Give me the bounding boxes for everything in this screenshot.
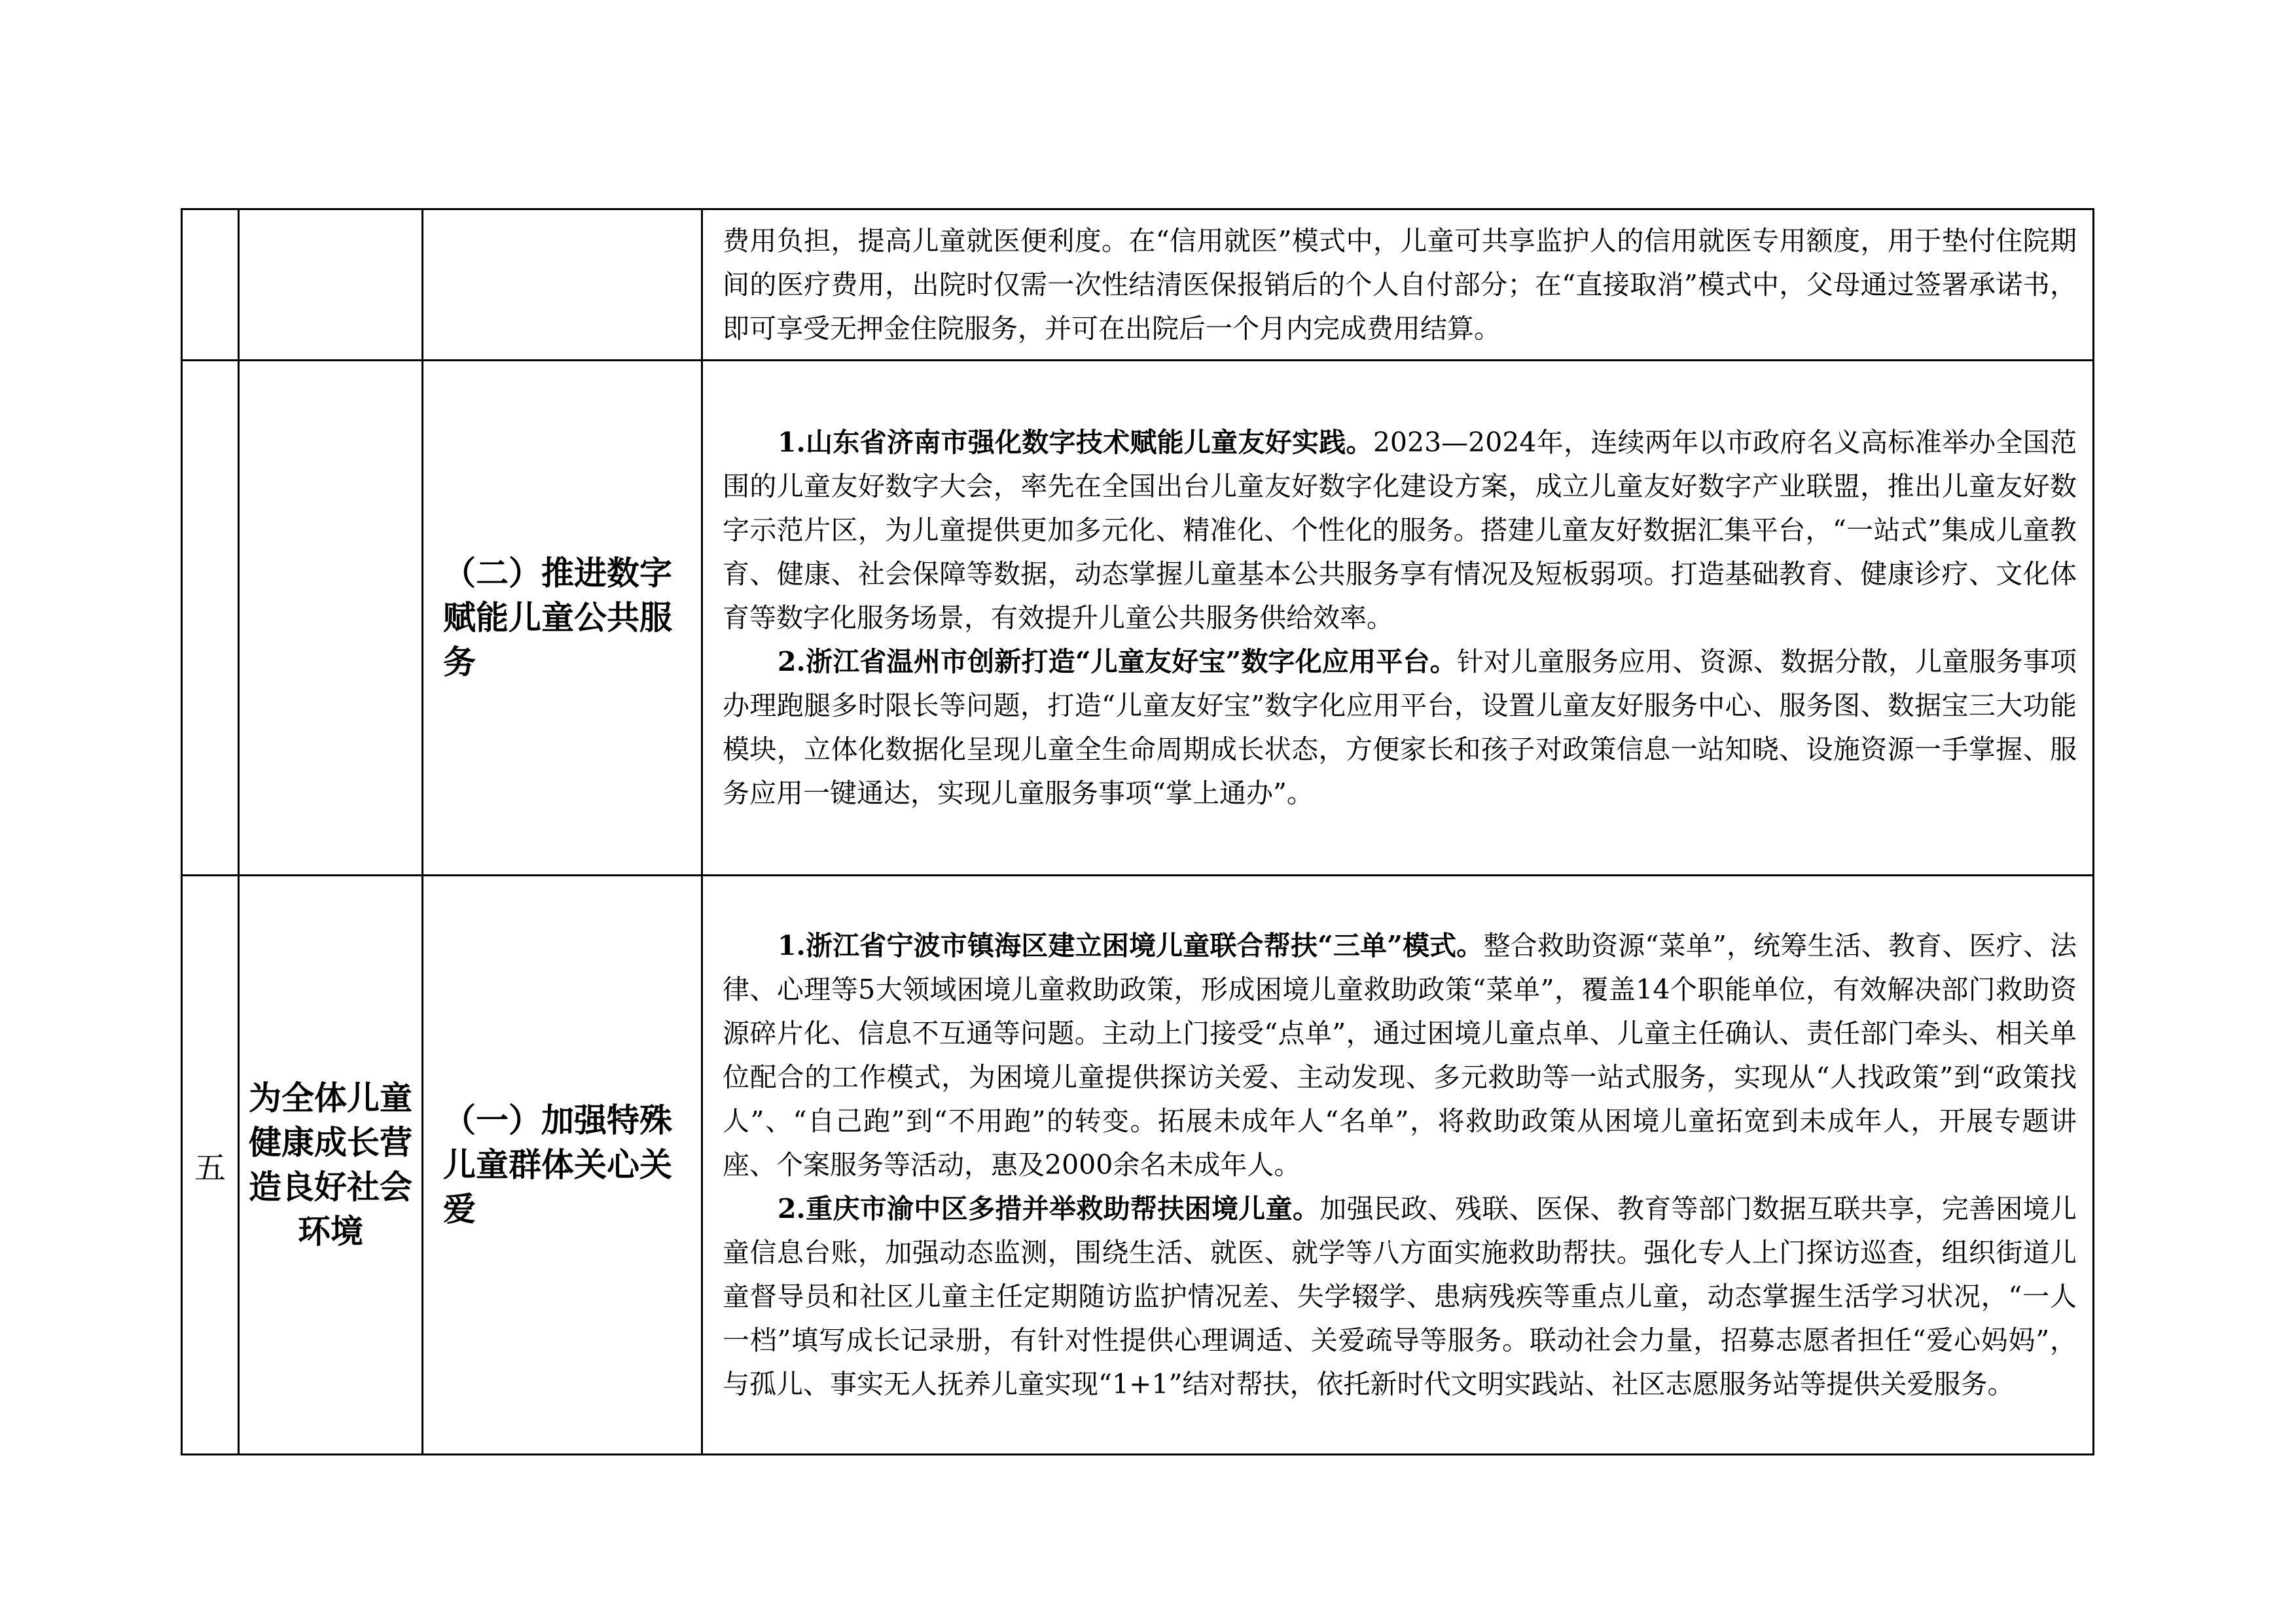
- paragraph-heading: 1.山东省济南市强化数字技术赋能儿童友好实践。: [778, 426, 1373, 458]
- content-cell: [702, 876, 2094, 1455]
- row-number-cell: 五: [182, 876, 239, 1455]
- subcategory-cell: （一）加强特殊儿童群体关心关爱: [423, 876, 702, 1455]
- table-row: [182, 209, 2094, 361]
- content-paragraph: [723, 421, 2077, 640]
- cases-table: [181, 208, 2094, 1455]
- content-paragraph: [723, 219, 2077, 351]
- paragraph-text: 加强民政、残联、医保、教育等部门数据互联共享，完善困境儿童信息台账，加强动态监测，围绕生活、就医、就学等八方面实施救助帮扶。强化专人上门探访巡查，组织街道儿童督导员和社区儿童主任定期随访监护情况差、失学辍学、患病残疾等重点儿童，动态掌握生活学习状况，“一人一档”填写成长记录册，有针对性提供心理调适、关爱疏导等服务。联动社会力量，招募志愿者担任“爱心妈妈”，与孤儿、事实无人抚养儿童实现“1+1”结对帮扶，依托新时代文明实践站、社区志愿服务站等提供关爱服务。: [723, 1192, 2077, 1400]
- row-number-cell: [182, 361, 239, 876]
- content-cell: [702, 209, 2094, 361]
- subcategory-cell: （二）推进数字赋能儿童公共服务: [423, 361, 702, 876]
- row-number-cell: [182, 209, 239, 361]
- table-row: [182, 876, 2094, 1455]
- subcategory-cell: [423, 209, 702, 361]
- paragraph-text: 整合救助资源“菜单”，统筹生活、教育、医疗、法律、心理等5大领域困境儿童救助政策，形成困境儿童救助政策“菜单”，覆盖14个职能单位，有效解决部门救助资源碎片化、信息不互通等问题。主动上门接受“点单”，通过困境儿童点单、儿童主任确认、责任部门牵头、相关单位配合的工作模式，为困境儿童提供探访关爱、主动发现、多元救助等一站式服务，实现从“人找政策”到“政策找人”、“自己跑”到“不用跑”的转变。拓展未成年人“名单”，将救助政策从困境儿童拓宽到未成年人，开展专题讲座、个案服务等活动，惠及2000余名未成年人。: [723, 929, 2077, 1181]
- content-cell: [702, 361, 2094, 876]
- paragraph-text: 2023—2024年，连续两年以市政府名义高标准举办全国范围的儿童友好数字大会，率先在全国出台儿童友好数字化建设方案，成立儿童友好数字产业联盟，推出儿童友好数字示范片区，为儿童提供更加多元化、精准化、个性化的服务。搭建儿童友好数据汇集平台，“一站式”集成儿童教育、健康、社会保障等数据，动态掌握儿童基本公共服务享有情况及短板弱项。打造基础教育、健康诊疗、文化体育等数字化服务场景，有效提升儿童公共服务供给效率。: [723, 426, 2077, 633]
- paragraph-heading: 1.浙江省宁波市镇海区建立困境儿童联合帮扶“三单”模式。: [778, 929, 1484, 961]
- paragraph-heading: 2.重庆市渝中区多措并举救助帮扶困境儿童。: [778, 1192, 1320, 1224]
- content-paragraph: [723, 924, 2077, 1187]
- paragraph-heading: 2.浙江省温州市创新打造“儿童友好宝”数字化应用平台。: [778, 645, 1457, 677]
- content-paragraph: [723, 1187, 2077, 1406]
- paragraph-text: 针对儿童服务应用、资源、数据分散，儿童服务事项办理跑腿多时限长等问题，打造“儿童友好宝”数字化应用平台，设置儿童友好服务中心、服务图、数据宝三大功能模块，立体化数据化呈现儿童全生命周期成长状态，方便家长和孩子对政策信息一站知晓、设施资源一手掌握、服务应用一键通达，实现儿童服务事项“掌上通办”。: [723, 645, 2077, 809]
- category-cell: [239, 209, 423, 361]
- category-cell: 为全体儿童健康成长营造良好社会环境: [239, 876, 423, 1455]
- table-row: [182, 361, 2094, 876]
- paragraph-text: 费用负担，提高儿童就医便利度。在“信用就医”模式中，儿童可共享监护人的信用就医专用额度，用于垫付住院期间的医疗费用，出院时仅需一次性结清医保报销后的个人自付部分；在“直接取消”模式中，父母通过签署承诺书，即可享受无押金住院服务，并可在出院后一个月内完成费用结算。: [723, 224, 2077, 344]
- content-paragraph: [723, 640, 2077, 815]
- category-cell: [239, 361, 423, 876]
